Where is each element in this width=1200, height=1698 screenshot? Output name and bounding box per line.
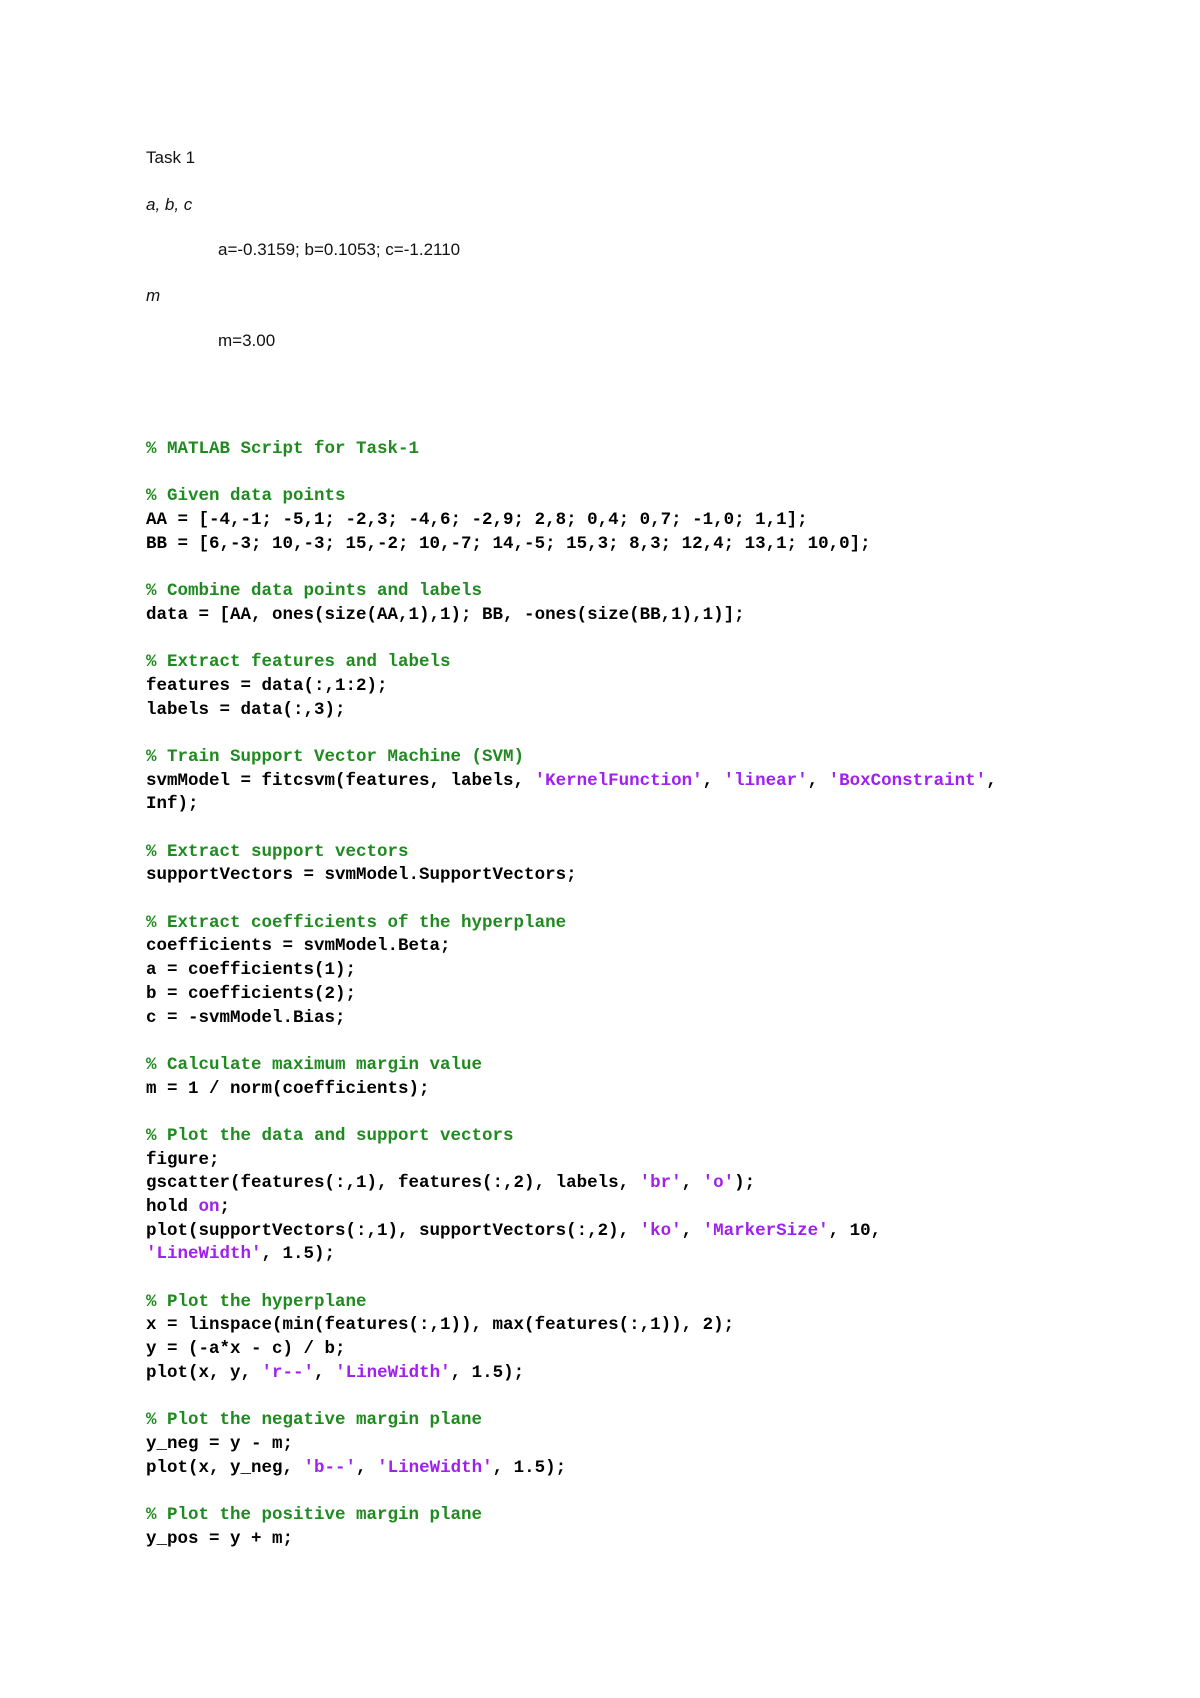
code-text: ,: [807, 770, 829, 791]
code-text: plot(supportVectors(:,1), supportVectors(:,2),: [146, 1220, 640, 1241]
blank-line: [146, 817, 1166, 841]
code-line: [146, 1172, 1166, 1196]
comment-text: % MATLAB Script for Task-1: [146, 439, 420, 459]
code-comment-line: [146, 746, 1166, 770]
comment-text: % Combine data points and labels: [146, 581, 483, 602]
code-text: figure;: [146, 1149, 220, 1170]
code-text: features = data(:,1:2);: [146, 675, 388, 696]
blank-line: [146, 888, 1166, 912]
code-comment-line: [146, 651, 1166, 675]
string-literal: 'KernelFunction': [534, 770, 703, 791]
code-text: , 1.5);: [492, 1457, 567, 1478]
blank-line: [146, 462, 1166, 486]
code-text: y_neg = y - m;: [146, 1433, 294, 1454]
code-line: [146, 699, 1166, 723]
code-text: b = coefficients(2);: [146, 983, 357, 1004]
comment-text: % Calculate maximum margin value: [146, 1054, 483, 1075]
code-line: [146, 1314, 1166, 1338]
code-text: plot(x, y,: [146, 1362, 262, 1383]
blank-line: [146, 722, 1166, 746]
code-comment-line: [146, 1054, 1166, 1078]
code-line: [146, 1196, 1166, 1220]
code-text: ,: [681, 1173, 703, 1194]
code-text: gscatter(features(:,1), features(:,2), labels,: [146, 1173, 640, 1194]
comment-text: % Plot the negative margin plane: [146, 1410, 483, 1431]
code-text: m = 1 / norm(coefficients);: [146, 1078, 430, 1099]
code-line: [146, 604, 1166, 628]
code-line: [146, 1528, 1166, 1552]
code-text: ;: [219, 1197, 231, 1217]
code-text: hold: [146, 1197, 199, 1217]
string-literal: 'br': [639, 1173, 682, 1194]
code-line: [146, 793, 1166, 817]
code-text: c = -svmModel.Bias;: [146, 1007, 346, 1028]
code-line: [146, 983, 1166, 1007]
variables-values: a=-0.3159; b=0.1053; c=-1.2110: [218, 240, 461, 259]
code-line: [146, 959, 1166, 983]
blank-line: [146, 1386, 1166, 1410]
blank-line: [146, 628, 1166, 652]
code-text: , 10,: [828, 1220, 882, 1241]
code-text: ,: [702, 770, 724, 791]
code-text: , 1.5);: [261, 1244, 336, 1265]
code-text: y = (-a*x - c) / b;: [146, 1339, 346, 1360]
comment-text: % Plot the hyperplane: [146, 1291, 367, 1312]
code-text: ,: [314, 1362, 336, 1383]
code-comment-line: [146, 438, 1166, 462]
code-comment-line: [146, 1125, 1166, 1149]
margin-label: m: [146, 286, 161, 305]
code-line: [146, 1243, 1166, 1267]
variables-label: a, b, c: [146, 195, 193, 214]
code-comment-line: [146, 1409, 1166, 1433]
blank-line: [146, 1267, 1166, 1291]
string-literal: 'MarkerSize': [702, 1220, 829, 1241]
code-line: [146, 1338, 1166, 1362]
comment-text: % Plot the positive margin plane: [146, 1504, 483, 1525]
blank-line: [146, 1101, 1166, 1125]
code-text: data = [AA, ones(size(AA,1),1); BB, -ones(size(BB,1),1)];: [146, 604, 745, 625]
code-line: [146, 1220, 1166, 1244]
string-literal: 'linear': [723, 770, 808, 791]
code-text: x = linspace(min(features(:,1)), max(features(:,1)), 2);: [146, 1315, 735, 1336]
code-line: [146, 533, 1166, 557]
code-text: plot(x, y_neg,: [146, 1457, 304, 1478]
code-line: [146, 1362, 1166, 1386]
code-text: ,: [986, 770, 997, 791]
code-line: [146, 864, 1166, 888]
matlab-code-block: [146, 438, 1166, 1551]
blank-line: [146, 1480, 1166, 1504]
code-text: labels = data(:,3);: [146, 699, 346, 720]
string-literal: 'LineWidth': [146, 1244, 262, 1265]
comment-text: % Given data points: [146, 486, 346, 507]
code-line: [146, 935, 1166, 959]
code-line: [146, 509, 1166, 533]
code-comment-line: [146, 1291, 1166, 1315]
code-text: BB = [6,-3; 10,-3; 15,-2; 10,-7; 14,-5; 15,3; 8,3; 12,4; 13,1; 10,0];: [146, 533, 871, 554]
code-line: [146, 1457, 1166, 1481]
code-text: a = coefficients(1);: [146, 960, 357, 981]
string-literal: 'BoxConstraint': [828, 770, 987, 791]
code-text: supportVectors = svmModel.SupportVectors;: [146, 865, 577, 886]
comment-text: % Extract coefficients of the hyperplane: [146, 912, 567, 933]
code-line: [146, 1433, 1166, 1457]
code-line: [146, 1149, 1166, 1173]
code-text: coefficients = svmModel.Beta;: [146, 936, 451, 957]
string-literal: on: [198, 1197, 220, 1217]
task-title: Task 1: [146, 148, 196, 167]
code-comment-line: [146, 485, 1166, 509]
string-literal: 'r--': [261, 1362, 315, 1383]
code-line: [146, 675, 1166, 699]
blank-line: [146, 1030, 1166, 1054]
blank-line: [146, 556, 1166, 580]
string-literal: 'LineWidth': [377, 1457, 493, 1478]
comment-text: % Train Support Vector Machine (SVM): [146, 746, 525, 767]
margin-value: m=3.00: [218, 331, 276, 350]
comment-text: % Extract support vectors: [146, 841, 409, 862]
code-text: AA = [-4,-1; -5,1; -2,3; -4,6; -2,9; 2,8; 0,4; 0,7; -1,0; 1,1];: [146, 510, 808, 531]
string-literal: 'o': [702, 1173, 735, 1194]
code-comment-line: [146, 841, 1166, 865]
code-comment-line: [146, 580, 1166, 604]
code-comment-line: [146, 912, 1166, 936]
code-text: Inf);: [146, 794, 199, 815]
code-text: ,: [681, 1220, 703, 1241]
code-text: ,: [356, 1457, 378, 1478]
string-literal: 'LineWidth': [335, 1362, 451, 1383]
code-line: [146, 1078, 1166, 1102]
code-text: svmModel = fitcsvm(features, labels,: [146, 770, 535, 791]
string-literal: 'ko': [639, 1220, 682, 1241]
string-literal: 'b--': [303, 1457, 357, 1478]
code-line: [146, 1007, 1166, 1031]
code-text: , 1.5);: [450, 1362, 525, 1383]
comment-text: % Extract features and labels: [146, 652, 451, 673]
code-text: );: [734, 1173, 756, 1194]
code-line: [146, 770, 1166, 794]
comment-text: % Plot the data and support vectors: [146, 1125, 514, 1146]
code-comment-line: [146, 1504, 1166, 1528]
code-text: y_pos = y + m;: [146, 1528, 294, 1549]
